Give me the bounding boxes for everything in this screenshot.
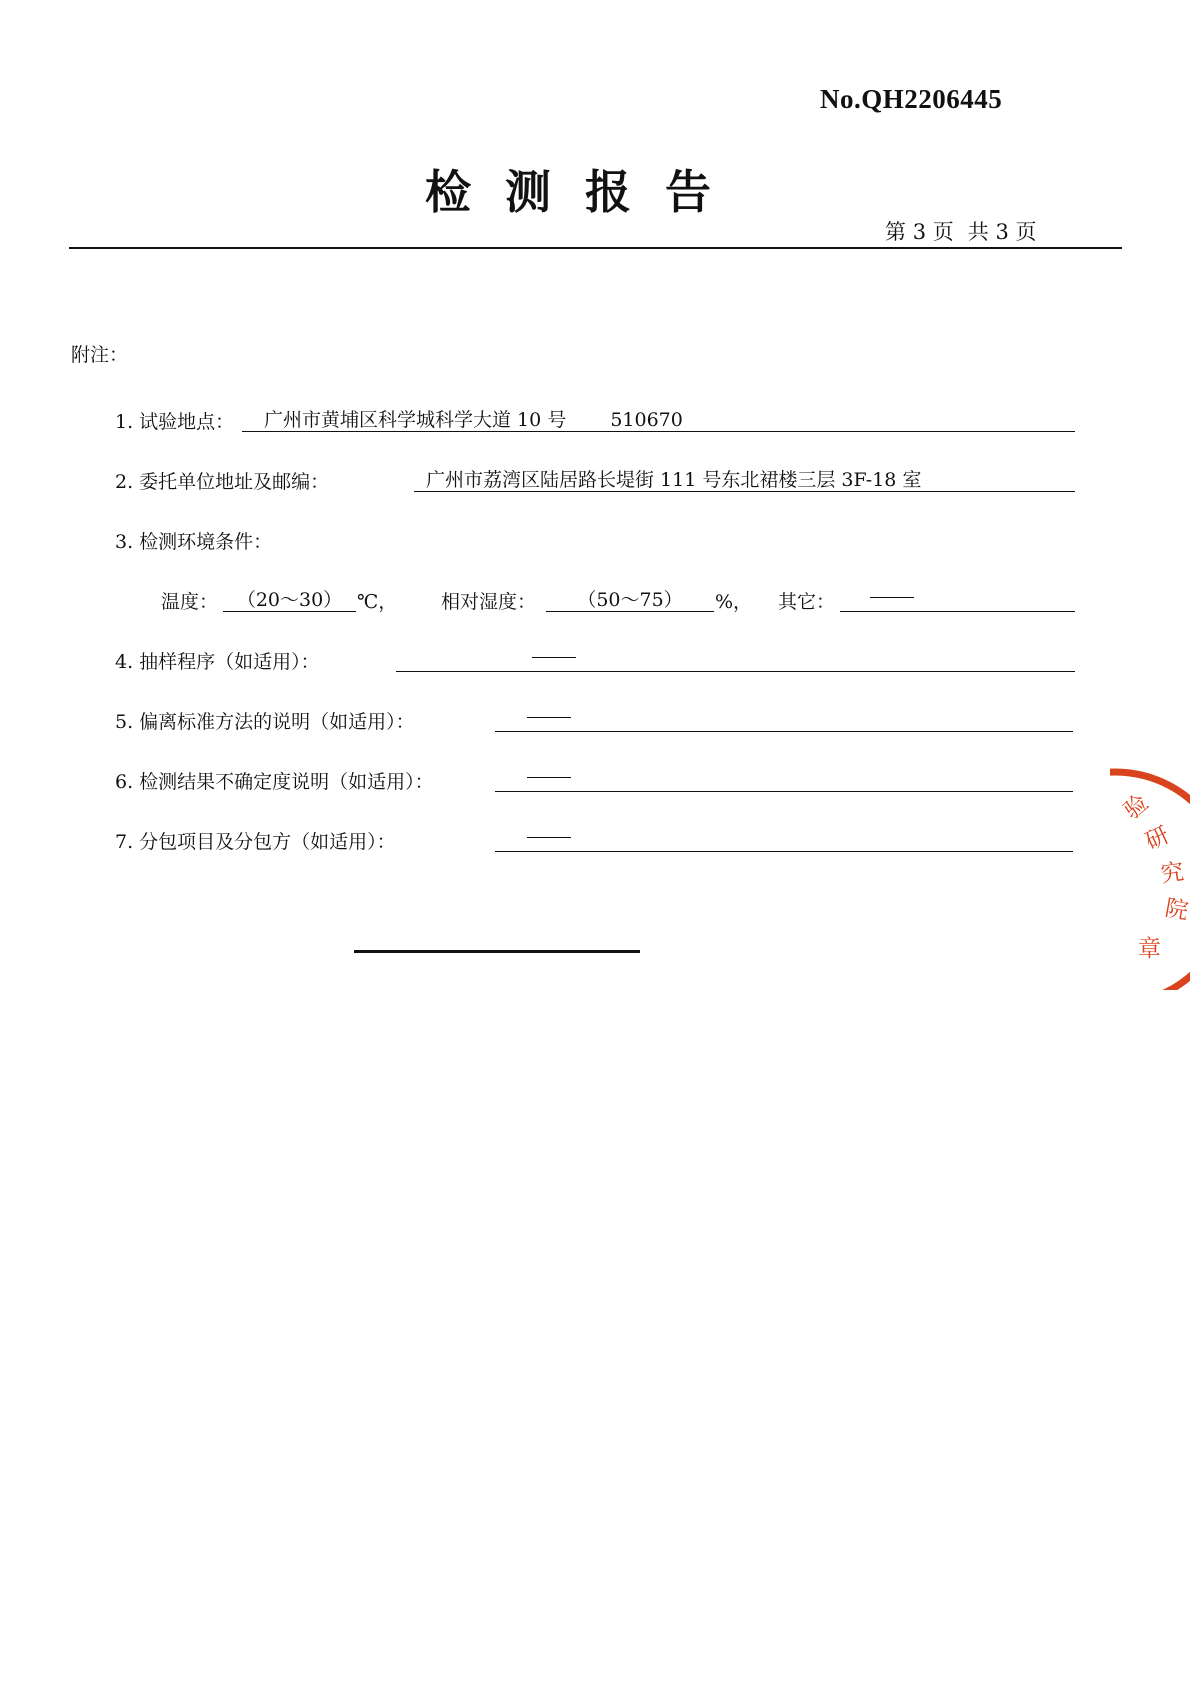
report-number: No.QH2206445 — [820, 84, 1003, 114]
test-location-value: 广州市黄埔区科学城科学大道 10 号 — [264, 409, 567, 431]
test-location-field — [242, 405, 1075, 432]
blank-dash — [532, 657, 576, 658]
official-seal — [1110, 760, 1190, 990]
client-address-label: 2. 委托单位地址及邮编： — [115, 471, 330, 493]
title-char: 测 — [505, 165, 551, 219]
humidity-field — [546, 585, 714, 612]
other-field — [840, 585, 1075, 612]
svg-text:究: 究 — [1159, 858, 1186, 888]
sampling-procedure-field — [396, 645, 1075, 672]
subcontract-field — [495, 825, 1073, 852]
subcontract-label: 7. 分包项目及分包方（如适用）： — [115, 831, 396, 853]
page-title — [425, 156, 711, 222]
svg-text:章: 章 — [1138, 936, 1161, 962]
other-label: 其它： — [778, 591, 836, 613]
environment-label: 3. 检测环境条件： — [115, 531, 273, 553]
page-indicator: 第 3 页 共 3 页 — [885, 220, 1037, 244]
humidity-value: （50～75） — [577, 589, 683, 611]
blank-dash — [527, 717, 571, 718]
title-char: 报 — [585, 165, 631, 219]
uncertainty-label: 6. 检测结果不确定度说明（如适用）： — [115, 771, 434, 793]
temperature-label: 温度： — [161, 591, 219, 613]
seal-graphic — [1110, 760, 1190, 990]
blank-dash — [527, 777, 571, 778]
test-location-label: 1. 试验地点： — [115, 411, 235, 433]
end-rule — [354, 950, 640, 953]
title-char: 告 — [665, 165, 711, 219]
blank-dash — [870, 597, 914, 598]
sampling-procedure-label: 4. 抽样程序（如适用）： — [115, 651, 320, 673]
humidity-unit: %， — [715, 591, 753, 613]
header-divider — [69, 247, 1122, 249]
client-address-field — [414, 465, 1075, 492]
temperature-unit: ℃， — [357, 591, 398, 613]
test-location-postcode: 510670 — [610, 409, 683, 431]
temperature-field — [223, 585, 356, 612]
svg-text:研: 研 — [1141, 822, 1174, 856]
deviation-label: 5. 偏离标准方法的说明（如适用）： — [115, 711, 415, 733]
temperature-value: （20～30） — [236, 589, 343, 611]
svg-text:院: 院 — [1162, 895, 1190, 925]
svg-text:验: 验 — [1119, 789, 1154, 825]
uncertainty-field — [495, 765, 1073, 792]
notes-label: 附注： — [71, 344, 129, 366]
deviation-field — [495, 705, 1073, 732]
title-char: 检 — [425, 165, 471, 219]
client-address-value: 广州市荔湾区陆居路长堤街 111 号东北裙楼三层 3F-18 室 — [426, 469, 922, 491]
humidity-label: 相对湿度： — [441, 591, 537, 613]
blank-dash — [527, 837, 571, 838]
